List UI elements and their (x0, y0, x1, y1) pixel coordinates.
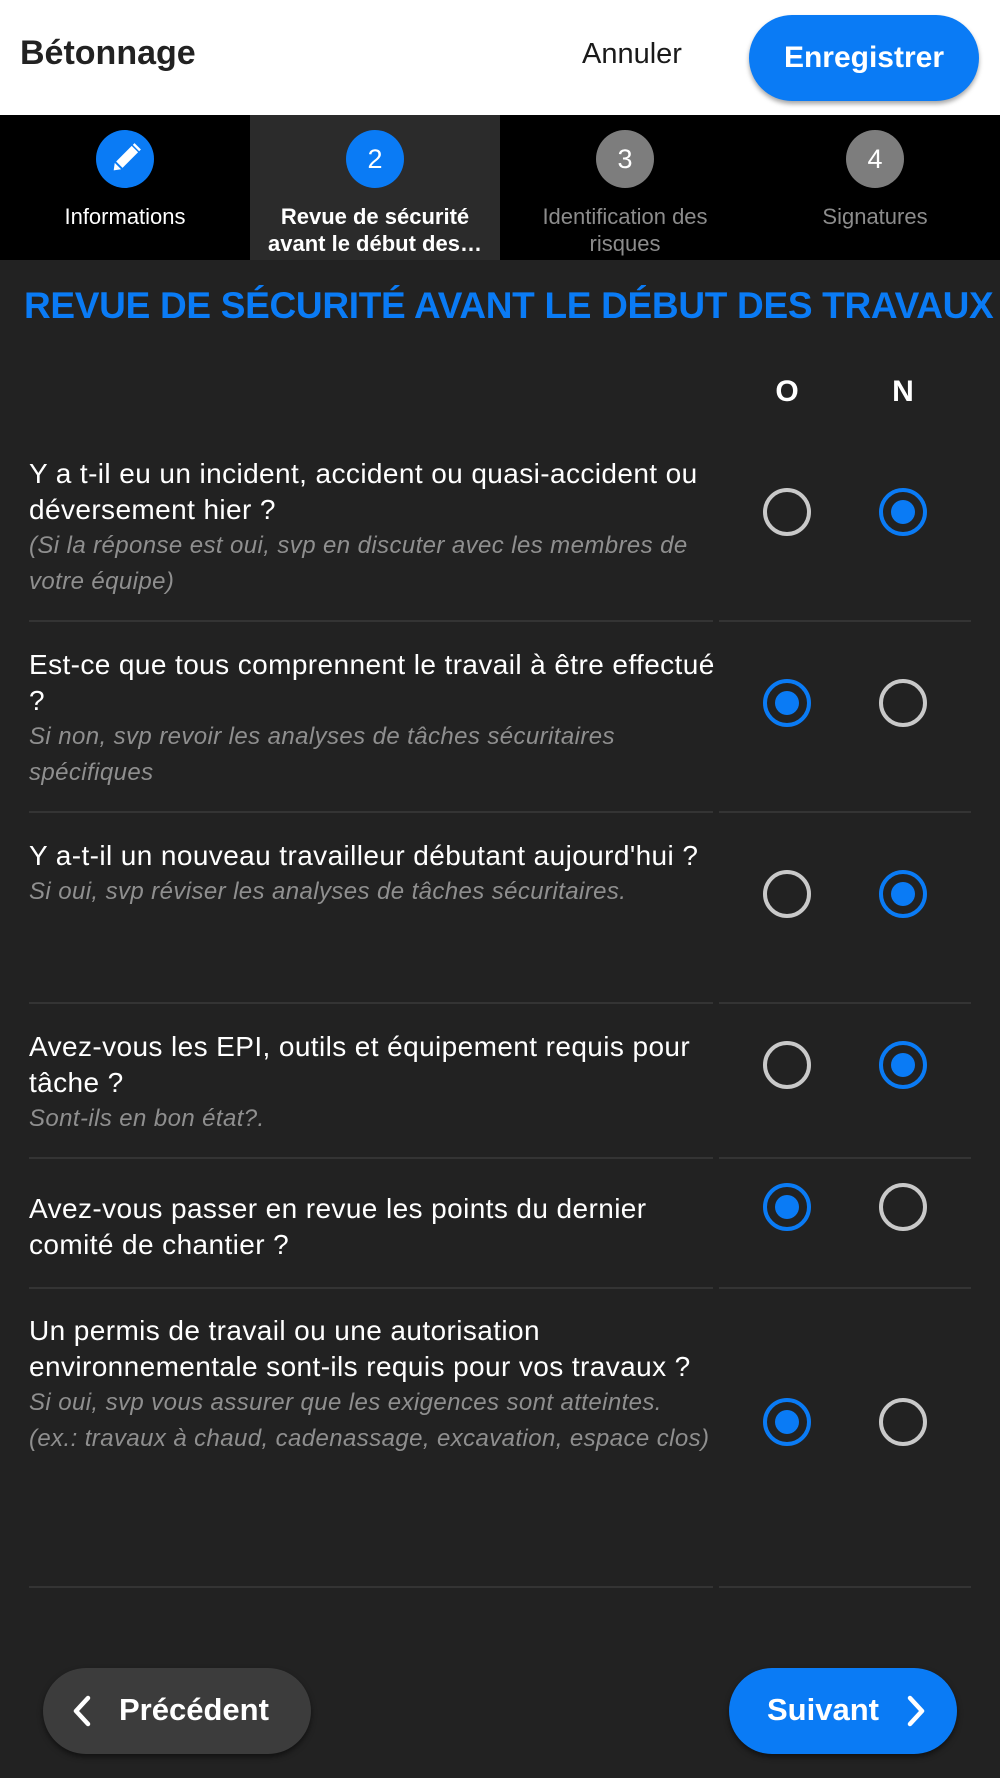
pencil-icon (96, 130, 154, 188)
radio-yes[interactable] (763, 1398, 811, 1446)
question-hint: Sont-ils en bon état?. (29, 1105, 265, 1132)
radio-yes[interactable] (763, 488, 811, 536)
step-1-circle (96, 130, 154, 188)
question-hint: (Si la réponse est oui, svp en discuter avec les membres de votre équipe) (29, 532, 688, 595)
stepper (0, 115, 1000, 260)
radio-yes[interactable] (763, 679, 811, 727)
divider (29, 811, 971, 813)
question-text: Y a-t-il un nouveau travailleur débutant aujourd'hui ? (29, 840, 699, 871)
divider (29, 1157, 971, 1159)
question-text: Y a t-il eu un incident, accident ou quasi-accident ou déversement hier ? (29, 458, 698, 525)
next-label: Suivant (767, 1692, 879, 1727)
question-hint: Si oui, svp réviser les analyses de tâches sécuritaires. (29, 878, 627, 905)
step-label: Informations (64, 204, 186, 229)
question-item (29, 1191, 719, 1263)
question-text: Avez-vous passer en revue les points du dernier comité de chantier ? (29, 1193, 647, 1260)
question-item (29, 1313, 719, 1457)
question-hint: Si oui, svp vous assurer que les exigences sont atteintes. (29, 1389, 662, 1416)
cancel-button[interactable]: Annuler (582, 38, 682, 70)
question-hint: Si non, svp revoir les analyses de tâches sécuritaires spécifiques (29, 723, 615, 786)
section-title: REVUE DE SÉCURITÉ AVANT LE DÉBUT DES TRAVAUX (24, 285, 994, 326)
save-button[interactable]: Enregistrer (749, 15, 979, 101)
divider (29, 1287, 971, 1289)
step-revue-securite[interactable] (250, 115, 500, 260)
radio-no[interactable] (879, 1398, 927, 1446)
question-text: Avez-vous les EPI, outils et équipement requis pour tâche ? (29, 1031, 691, 1098)
column-header-yes: O (775, 375, 799, 408)
step-number: 4 (846, 130, 904, 188)
chevron-right-icon (905, 1695, 927, 1727)
question-item (29, 647, 719, 791)
question-item (29, 456, 719, 600)
previous-label: Précédent (119, 1692, 269, 1727)
divider (29, 1002, 971, 1004)
radio-no[interactable] (879, 679, 927, 727)
top-app-bar (0, 0, 1000, 115)
step-number: 3 (596, 130, 654, 188)
radio-no[interactable] (879, 1183, 927, 1231)
radio-yes[interactable] (763, 870, 811, 918)
next-button[interactable] (729, 1668, 957, 1754)
question-hint-example: (ex.: travaux à chaud, cadenassage, excavation, espace clos) (29, 1425, 710, 1452)
question-item (29, 1029, 719, 1137)
question-text: Un permis de travail ou une autorisation environnementale sont-ils requis pour vos travaux ? (29, 1315, 691, 1382)
radio-yes[interactable] (763, 1183, 811, 1231)
divider (29, 1586, 971, 1588)
chevron-left-icon (71, 1695, 93, 1727)
question-item (29, 838, 719, 910)
previous-button[interactable] (43, 1668, 311, 1754)
column-header-no: N (892, 375, 914, 408)
step-label: Identification des risques (542, 204, 708, 256)
radio-no[interactable] (879, 488, 927, 536)
divider (29, 620, 971, 622)
radio-no[interactable] (879, 1041, 927, 1089)
step-label: Revue de sécurité avant le début des… (268, 204, 482, 256)
question-text: Est-ce que tous comprennent le travail à être effectué ? (29, 649, 715, 716)
page-title: Bétonnage (20, 34, 196, 72)
step-number: 2 (346, 130, 404, 188)
step-signatures[interactable] (750, 115, 1000, 260)
step-identification-risques[interactable] (500, 115, 750, 260)
step-informations[interactable] (0, 115, 250, 260)
radio-yes[interactable] (763, 1041, 811, 1089)
step-label: Signatures (822, 204, 928, 229)
radio-no[interactable] (879, 870, 927, 918)
